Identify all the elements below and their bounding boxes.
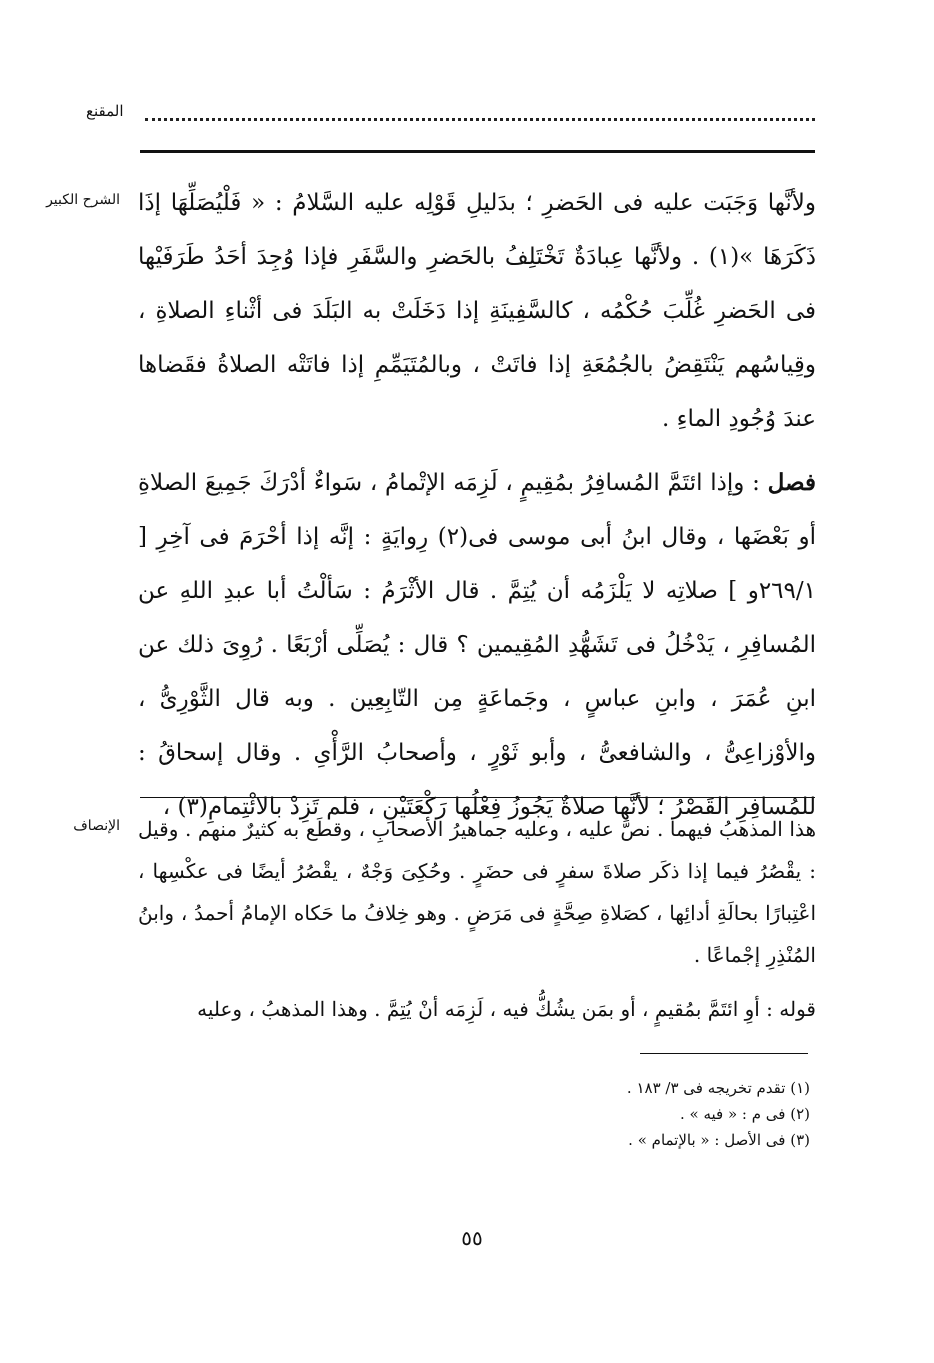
side-label-sharh: الشرح الكبير xyxy=(46,192,120,208)
fasl-body: : وإذا ائتَمَّ المُسافِرُ بمُقِيمٍ ، لَزِمَه الإتْمامُ ، سَواءٌ أدْرَكَ جَمِيعَ الصلاةِ أو بَعْضَها ، وقال ابنُ أبى موسى فى(٢) رِوايَةٍ : إنَّه إذا أحْرَمَ فى آخِرِ [ ٢٦٩/١و ] صلاتِه لا يَلْزَمُه أن يُتِمَّ . قال الأثْرَمُ : سَألْتُ أبا عبدِ اللهِ عن المُسافِرِ ، يَدْخُلُ فى تَشَهُّدِ المُقِيمين ؟ قال : يُصَلِّى أرْبَعًا . رُوِىَ ذلك عن ابنِ عُمَرَ ، وابنِ عباسٍ ، وجَماعَةٍ مِن التّابِعِين . وبه قال الثَّوْرِىُّ ، والأوْزاعِىُّ ، والشافعىُّ ، وأبو ثَوْرٍ ، وأصحابُ الرَّأْىِ . وقال إسحاقُ : للمُسافِرِ القَصْرُ ؛ لأنَّها صلاةٌ يَجُوزُ فِعْلُها رَكْعَتَيْنِ ، فلم تَزِدْ بالائْتِمامِ(٣) ، xyxy=(138,470,816,820)
header-dotted-leader xyxy=(145,104,815,121)
page-number: ٥٥ xyxy=(461,1226,483,1250)
insaf-text-block xyxy=(138,808,816,1030)
header-rule xyxy=(140,150,815,153)
main-paragraph-fasl xyxy=(138,456,816,834)
footnotes xyxy=(340,1075,810,1153)
fasl-heading: فصل xyxy=(767,469,816,496)
main-text-block xyxy=(138,176,816,834)
running-header-title: المقنع xyxy=(86,102,124,120)
footnote-divider xyxy=(640,1053,808,1054)
footnote-1: (١) تقدم تخريجه فى ٣/ ١٨٣ . xyxy=(626,1079,810,1097)
main-paragraph: ولأنَّها وَجَبَت عليه فى الحَضرِ ؛ بدَليلِ قَوْلِه عليه السَّلامُ : « فَلْيُصَلِّهَا إذَا ذَكَرَهَا »(١) . ولأنَّها عِبادَةٌ تَخْتَلِفُ بالحَضرِ والسَّفَرِ فإذا وُجِدَ أحَدُ طَرَفَيْها فى الحَضرِ غُلِّبَ حُكْمُه ، كالسَّفِينَةِ إذا دَخَلَتْ به البَلَدَ فى أثْناءِ الصلاةِ ، وقِياسُهم يَنْتَقِضُ بالجُمُعَةِ إذا فاتَتْ ، وبالمُتَيَمِّمِ إذا فاتَتْه الصلاةُ فقَضاها عندَ وُجُودِ الماءِ . xyxy=(138,190,816,432)
footnote-3: (٣) فى الأصل : « بالإتمام » . xyxy=(628,1131,810,1149)
insaf-paragraph: قوله : أوِ ائتَمَّ بمُقيمٍ ، أو بمَن يشُكُّ فيه ، لَزِمَه أنْ يُتِمَّ . وهذا المذهبُ ، وعليه xyxy=(197,997,816,1021)
footnote-2: (٢) فى م : « فيه » . xyxy=(679,1105,810,1123)
insaf-paragraph: هذا المذهبُ فيهما . نصَّ عليه ، وعليه جماهيرُ الأصحابِ ، وقطَع به كثيرٌ منهم . وقيل : يقْصُرُ فيما إذا ذكَر صلاةَ سفرٍ فى حضَرٍ . وحُكِىَ وَجْهٌ ، يقْصُرُ أيضًا فى عكْسِها ، اعْتِبارًا بحالَةِ أدائِها ، كصَلاةِ صِحَّةٍ فى مَرَضٍ . وهو خِلافُ ما حَكاه الإمامُ أحمدُ ، وابنُ المُنْذِرِ إجْماعًا . xyxy=(138,817,816,967)
section-divider xyxy=(140,797,815,798)
side-label-insaf: الإنصاف xyxy=(73,818,120,834)
